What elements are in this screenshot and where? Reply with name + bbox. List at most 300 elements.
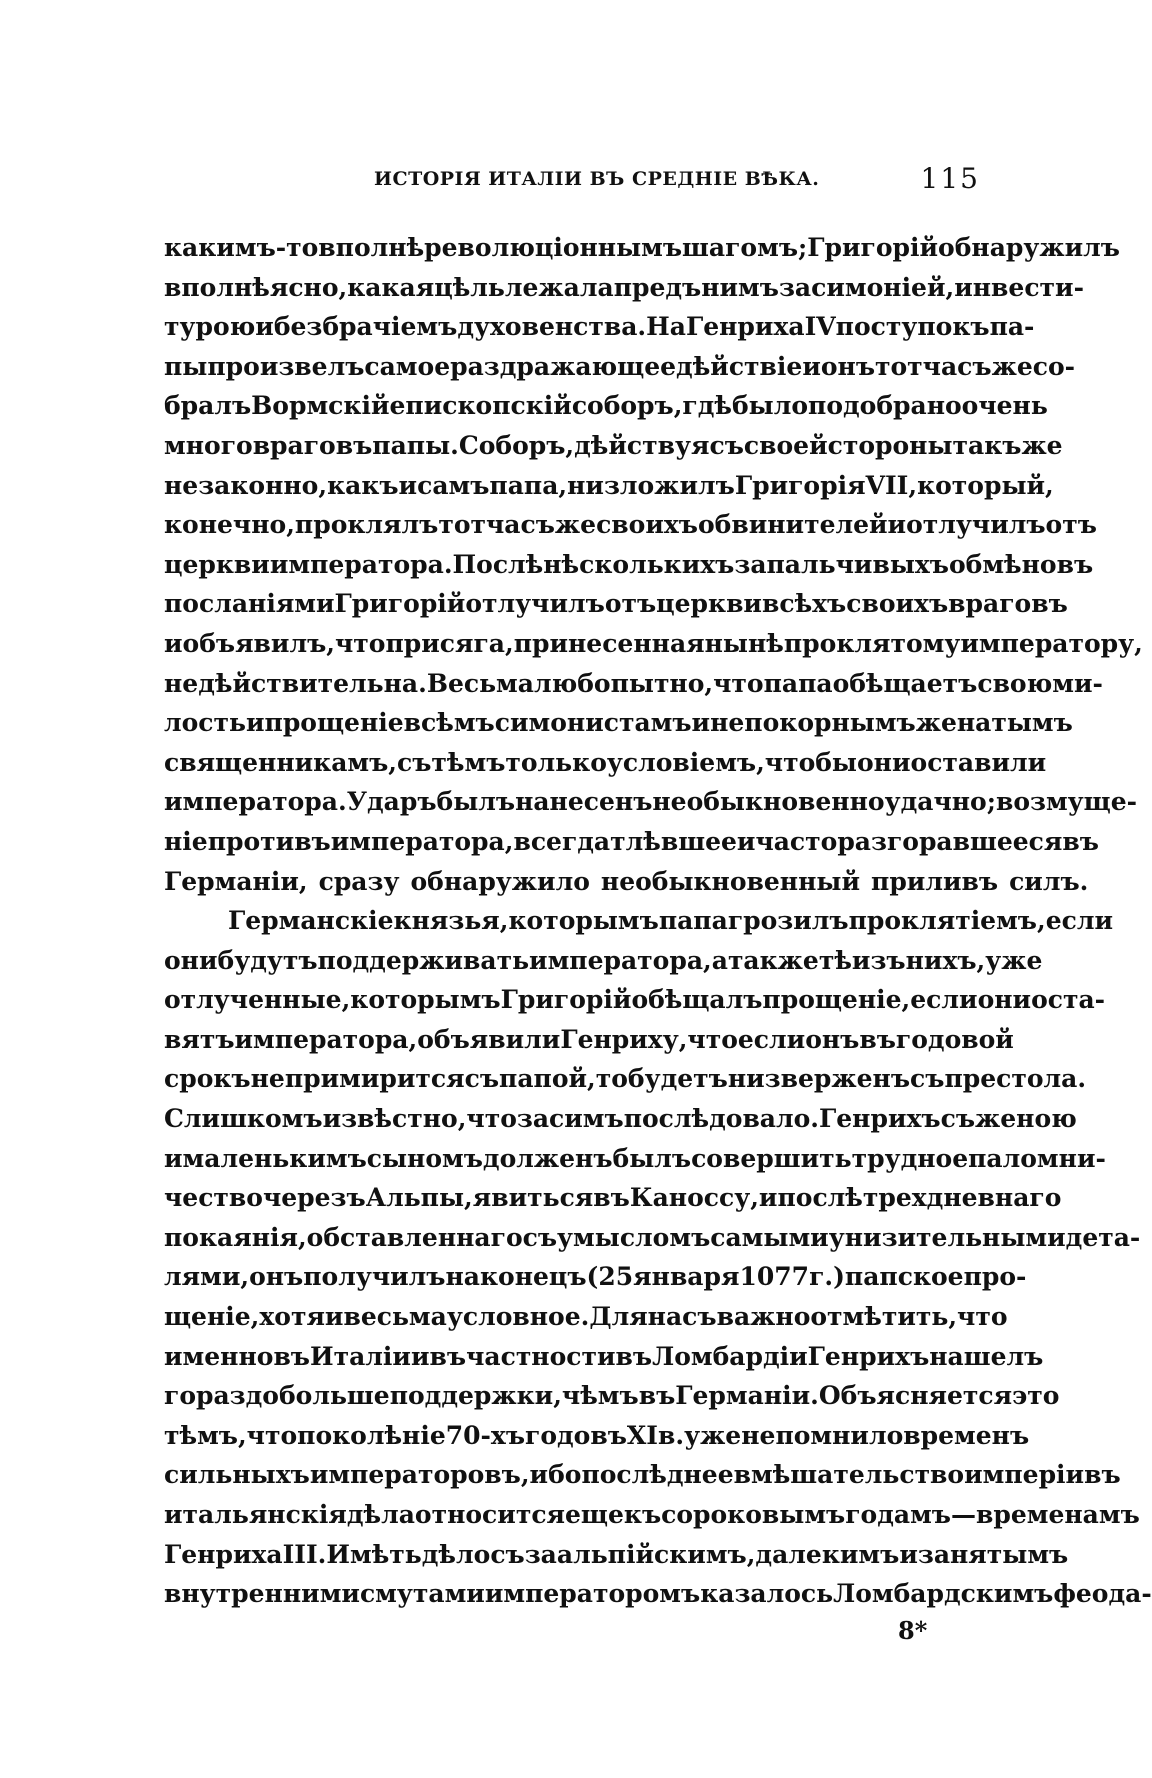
word: съ [910, 1064, 945, 1094]
text-line [164, 1416, 1030, 1456]
word: годамъ—временамъ [845, 1500, 1140, 1529]
word: Григорій [807, 233, 939, 262]
word: не [741, 1420, 776, 1450]
text-line [164, 703, 1073, 743]
word: принесенная [513, 628, 705, 658]
word: папа [763, 668, 833, 698]
word: тѣмъ, [164, 1420, 247, 1450]
word: трудное [851, 1143, 969, 1173]
word: священникамъ, [164, 747, 398, 777]
text-line [164, 1376, 1060, 1416]
word: и [164, 628, 183, 658]
word: конечно, [164, 510, 295, 540]
word: XI [626, 1420, 658, 1450]
word: любопытно, [533, 668, 714, 698]
word: императора, [529, 945, 712, 975]
word: обѣщалъ [631, 985, 763, 1015]
text-line [164, 1059, 1087, 1099]
word: императора, [234, 1024, 418, 1054]
word: въ [1084, 1460, 1121, 1490]
word: съ [522, 1222, 558, 1252]
text-line [164, 466, 1054, 506]
word: и [398, 470, 418, 500]
word: если [910, 985, 978, 1015]
word: Ломбардскимъ [833, 1579, 1054, 1609]
word: шагомъ; [682, 233, 808, 262]
word: если [737, 1024, 806, 1054]
word: Каноссу, [629, 1183, 759, 1213]
word: итальянскія [164, 1500, 347, 1529]
word: и [802, 351, 821, 381]
word: лежала [504, 272, 614, 302]
word: Германіи, [164, 866, 308, 896]
word: папой, [499, 1064, 596, 1094]
word: которымъ [350, 985, 501, 1015]
word: Григорій [500, 985, 632, 1015]
word: самыми [710, 1222, 829, 1252]
word: чѣмъ [561, 1381, 639, 1411]
text-line [164, 1257, 1027, 1297]
word: обнаружило [410, 866, 590, 896]
page-number: 115 [920, 162, 980, 195]
word: будетъ [627, 1064, 728, 1094]
word: Для [589, 1302, 648, 1332]
word: маленькимъ [182, 1143, 367, 1173]
word: императоромъ [484, 1579, 701, 1609]
word: нѣсколькихъ [543, 549, 735, 579]
word: незаконно, [164, 470, 328, 500]
word: января [633, 1262, 740, 1292]
word: свою [977, 668, 1053, 698]
word: смутами [359, 1579, 485, 1609]
word: папа [658, 906, 728, 936]
word: послѣднее [581, 1460, 734, 1490]
word: въ [593, 1183, 630, 1213]
word: Генриха [685, 312, 805, 342]
word: императора. [269, 549, 453, 579]
word: революціоннымъ [424, 233, 683, 262]
word: дѣйствуя [574, 430, 710, 460]
word: поддерживать [317, 945, 530, 975]
word: епископскій [389, 391, 572, 421]
word: церкви [164, 549, 270, 579]
text-line [164, 1455, 1121, 1495]
text-line [164, 1574, 1152, 1614]
word: чество [164, 1183, 263, 1213]
word: сыномъ [366, 1143, 483, 1173]
word: еще [565, 1500, 624, 1529]
page-header [160, 162, 980, 202]
word: Имѣть [326, 1539, 422, 1569]
word: силъ. [1009, 866, 1089, 896]
word: приливъ [871, 866, 999, 896]
word: и [164, 1143, 183, 1173]
word: стороны [827, 430, 953, 460]
word: отмѣтить, [810, 1302, 958, 1332]
word: и [887, 510, 907, 540]
word: объявилъ, [182, 628, 335, 658]
word: казалось [700, 1579, 834, 1609]
word: проклятому [783, 628, 961, 658]
word: Весьма [426, 668, 534, 698]
word: нынѣ [704, 628, 784, 658]
word: а [711, 945, 728, 975]
word: поколѣніе [297, 1420, 446, 1450]
word: съ [940, 1104, 975, 1134]
word: тлѣвшее [610, 826, 737, 856]
text-line [164, 862, 1089, 902]
word: Германскіе [228, 906, 394, 936]
word: Вормскій [251, 391, 390, 421]
paragraph [164, 901, 1152, 1614]
word: необыкновенно [652, 787, 885, 817]
word: враговъ [948, 589, 1068, 619]
text-line [164, 386, 1048, 426]
word: онъ [805, 1024, 860, 1054]
word: уже [684, 1420, 742, 1450]
word: въ [429, 1341, 467, 1371]
text-line [164, 1178, 1062, 1218]
word: своихъ [596, 510, 698, 540]
word: долженъ [482, 1143, 613, 1173]
word: былъ [436, 787, 516, 817]
word: умысломъ [557, 1222, 711, 1252]
word: черезъ [262, 1183, 366, 1213]
word: Генриха [164, 1539, 283, 1569]
word: сразу [318, 866, 400, 896]
word: тотчасъ [438, 510, 555, 540]
word: (25 [586, 1262, 634, 1292]
word: какъ [327, 470, 399, 500]
word: былъ [612, 1143, 692, 1173]
text-line [164, 941, 1043, 981]
text-line [164, 268, 1084, 308]
text-line [164, 347, 1076, 387]
word: обѣщаетъ [832, 668, 978, 698]
word: вполнѣ [164, 272, 270, 302]
word: покаянія, [164, 1222, 307, 1252]
word: послѣдовало. [623, 1104, 820, 1134]
word: папы. [372, 430, 459, 460]
word: удачно; [884, 787, 996, 817]
text-line [164, 228, 1120, 268]
word: императора, [330, 826, 514, 856]
word: тѣмъ [431, 747, 506, 777]
word: всѣмъ [403, 708, 495, 738]
word: князья, [393, 906, 509, 936]
word: Генрихъ [807, 1341, 930, 1371]
word: тотчасъ [875, 351, 992, 381]
text-line [164, 782, 1138, 822]
word: Германіи. [675, 1381, 819, 1411]
word: Альпы, [365, 1183, 473, 1213]
word: въ [615, 1341, 653, 1371]
word: женатымъ [915, 708, 1073, 738]
word: и [691, 708, 711, 738]
word: безбрачіемъ [273, 312, 458, 342]
word: щеніе, [164, 1302, 260, 1332]
word: было [731, 391, 809, 421]
text-line [164, 1218, 1141, 1258]
word: въ [1062, 826, 1099, 856]
text-line [164, 505, 1097, 545]
text-line [164, 1099, 1077, 1139]
signature-mark: 8* [898, 1616, 928, 1645]
text-line [164, 426, 1063, 466]
word: гораздо [164, 1381, 279, 1411]
word: вмѣшательство [733, 1460, 965, 1490]
word: за [516, 1104, 550, 1134]
word: нанесенъ [515, 787, 653, 817]
word: оставили [910, 747, 1047, 777]
word: съ [709, 430, 744, 460]
word: вполнѣ [318, 233, 425, 262]
word: инвести- [954, 272, 1084, 302]
word: соборъ, [571, 391, 683, 421]
word: прощеніе, [762, 985, 911, 1015]
word: прощеніе [264, 708, 404, 738]
word: симъ [549, 1104, 624, 1134]
word: условное. [446, 1302, 590, 1332]
word: если [1045, 906, 1114, 936]
word: насъ [647, 1302, 717, 1332]
word: въ [859, 1024, 896, 1054]
word: обмѣновъ [948, 549, 1094, 579]
word: паломни- [968, 1143, 1106, 1173]
word: только [505, 747, 607, 777]
paragraph [164, 228, 1143, 901]
word: отлученные, [164, 985, 351, 1015]
word: присяга, [385, 628, 514, 658]
word: 1077 [739, 1262, 810, 1292]
word: они [857, 747, 911, 777]
word: которымъ [508, 906, 659, 936]
word: будутъ [217, 945, 318, 975]
word: Соборъ, [458, 430, 575, 460]
word: что [466, 1104, 517, 1134]
word: Слишкомъ [164, 1104, 323, 1134]
text-line [164, 743, 1047, 783]
word: всѣхъ [761, 589, 847, 619]
word: тѣ [818, 945, 852, 975]
word: и [736, 826, 756, 856]
word: то [595, 1064, 628, 1094]
word: съ [397, 747, 432, 777]
word: сороковымъ [661, 1500, 846, 1529]
word: же [991, 351, 1033, 381]
word: своихъ [846, 589, 949, 619]
word: отлучилъ [465, 589, 605, 619]
word: Григорій [334, 589, 466, 619]
word: поддержки, [389, 1381, 562, 1411]
word: что [713, 668, 764, 698]
word: хотя [259, 1302, 325, 1332]
word: отлучилъ [906, 510, 1046, 540]
word: получилъ [303, 1262, 446, 1292]
word: па- [989, 312, 1035, 342]
word: проклятіемъ, [848, 906, 1046, 936]
word: ніе [164, 826, 208, 856]
word: именно [164, 1341, 274, 1371]
word: къ [623, 1500, 662, 1529]
word: условіемъ, [606, 747, 765, 777]
word: поступокъ [835, 312, 990, 342]
word: нимъ [701, 272, 779, 302]
word: в. [657, 1420, 685, 1450]
word: что [334, 628, 386, 658]
word: они [164, 945, 218, 975]
word: VII, [865, 470, 918, 500]
word: важно [716, 1302, 811, 1332]
word: г.) [809, 1262, 845, 1292]
word: какимъ-то [164, 233, 319, 262]
text-line [164, 307, 1035, 347]
word: своей [743, 430, 828, 460]
word: онъ [820, 351, 876, 381]
text-line [164, 664, 1103, 704]
word: лями, [164, 1262, 250, 1292]
word: что [246, 1420, 298, 1450]
word: враговъ [252, 430, 373, 460]
word: ибо [529, 1460, 582, 1490]
word: феода- [1053, 1579, 1152, 1609]
text-line [164, 1139, 1106, 1179]
word: проклялъ [294, 510, 439, 540]
word: дета- [1065, 1222, 1141, 1252]
word: возмуще- [995, 787, 1138, 817]
word: чтобы [764, 747, 857, 777]
word: Ударъ [346, 787, 437, 817]
word: раздражающее [450, 351, 677, 381]
word: и [324, 1302, 344, 1332]
word: пы [164, 351, 208, 381]
word: отъ [1045, 510, 1097, 540]
word: далекимъ [755, 1539, 900, 1569]
word: который, [917, 470, 1054, 500]
word: III. [282, 1539, 327, 1569]
word: больше [278, 1381, 390, 1411]
word: уже [985, 945, 1043, 975]
word: онъ [249, 1262, 304, 1292]
word: это [1012, 1381, 1060, 1411]
word: женою [975, 1104, 1077, 1134]
word: папское [844, 1262, 964, 1292]
text-line [164, 901, 1114, 941]
word: произвелъ [207, 351, 365, 381]
word: отъ [604, 589, 657, 619]
word: трехдневнаго [862, 1183, 1062, 1213]
word: за [778, 272, 812, 302]
word: турою [164, 312, 256, 342]
word: бралъ [164, 391, 252, 421]
word: не [250, 1064, 285, 1094]
word: съ [490, 1539, 525, 1569]
word: симоніей, [811, 272, 955, 302]
word: самое [364, 351, 451, 381]
word: весьма [343, 1302, 447, 1332]
word: въ [638, 1381, 676, 1411]
word: относится [414, 1500, 566, 1529]
word: нашелъ [929, 1341, 1044, 1371]
word: такъ [952, 430, 1022, 460]
word: что [687, 1024, 738, 1054]
word: также [727, 945, 819, 975]
word: дѣйствіе [676, 351, 803, 381]
word: обнаружилъ [938, 233, 1120, 262]
text-line [164, 1020, 1014, 1060]
word: ми- [1052, 668, 1103, 698]
word: Италіи [310, 1341, 411, 1371]
word: изъ [851, 945, 906, 975]
word: что [957, 1302, 1008, 1332]
word: Генрихъ [819, 1104, 941, 1134]
word: ясно, [269, 272, 348, 302]
word: временъ [903, 1420, 1030, 1450]
word: унизительными [828, 1222, 1066, 1252]
word: вятъ [164, 1024, 235, 1054]
word: наконецъ [445, 1262, 587, 1292]
word: дѣло [421, 1539, 491, 1569]
word: духовенства. [457, 312, 647, 342]
text-line [164, 1535, 1069, 1575]
word: сильныхъ [164, 1460, 310, 1490]
word: же [1021, 430, 1063, 460]
word: про- [963, 1262, 1027, 1292]
text-line [164, 584, 1068, 624]
word: посланіями [164, 589, 335, 619]
text-line [164, 980, 1106, 1020]
word: самъ [417, 470, 490, 500]
word: помнило [775, 1420, 904, 1450]
text-line [164, 545, 1094, 585]
word: со- [1032, 351, 1076, 381]
word: какая [347, 272, 435, 302]
word: престола. [944, 1064, 1087, 1094]
word: На [646, 312, 686, 342]
word: внутренними [164, 1579, 360, 1609]
text-line [164, 624, 1143, 664]
word: Григорія [734, 470, 866, 500]
running-head: ИСТОРІЯ ИТАЛІИ ВЪ СРЕДНІЕ ВѢКА. [374, 168, 820, 190]
word: явиться [472, 1183, 594, 1213]
word: низверженъ [727, 1064, 911, 1094]
word: заальпійскимъ, [524, 1539, 756, 1569]
body-text [164, 228, 1152, 1614]
word: гдѣ [682, 391, 732, 421]
word: Послѣ [452, 549, 544, 579]
word: оста- [1031, 985, 1106, 1015]
word: церкви [656, 589, 762, 619]
word: непокорнымъ [710, 708, 916, 738]
word: предъ [613, 272, 702, 302]
word: послѣ [777, 1183, 863, 1213]
word: и [410, 1341, 430, 1371]
word: совершить [691, 1143, 852, 1173]
word: и [758, 1183, 778, 1213]
word: частности [466, 1341, 616, 1371]
text-line [164, 1297, 1008, 1337]
word: недѣйствительна. [164, 668, 427, 698]
word: часто [755, 826, 838, 856]
word: дѣла [346, 1500, 415, 1529]
word: разгоравшееся [837, 826, 1063, 856]
word: примирится [284, 1064, 465, 1094]
word: срокъ [164, 1064, 251, 1094]
word: императоровъ, [309, 1460, 530, 1490]
word: императору, [960, 628, 1143, 658]
word: годовъ [525, 1420, 627, 1450]
word: низложилъ [567, 470, 735, 500]
